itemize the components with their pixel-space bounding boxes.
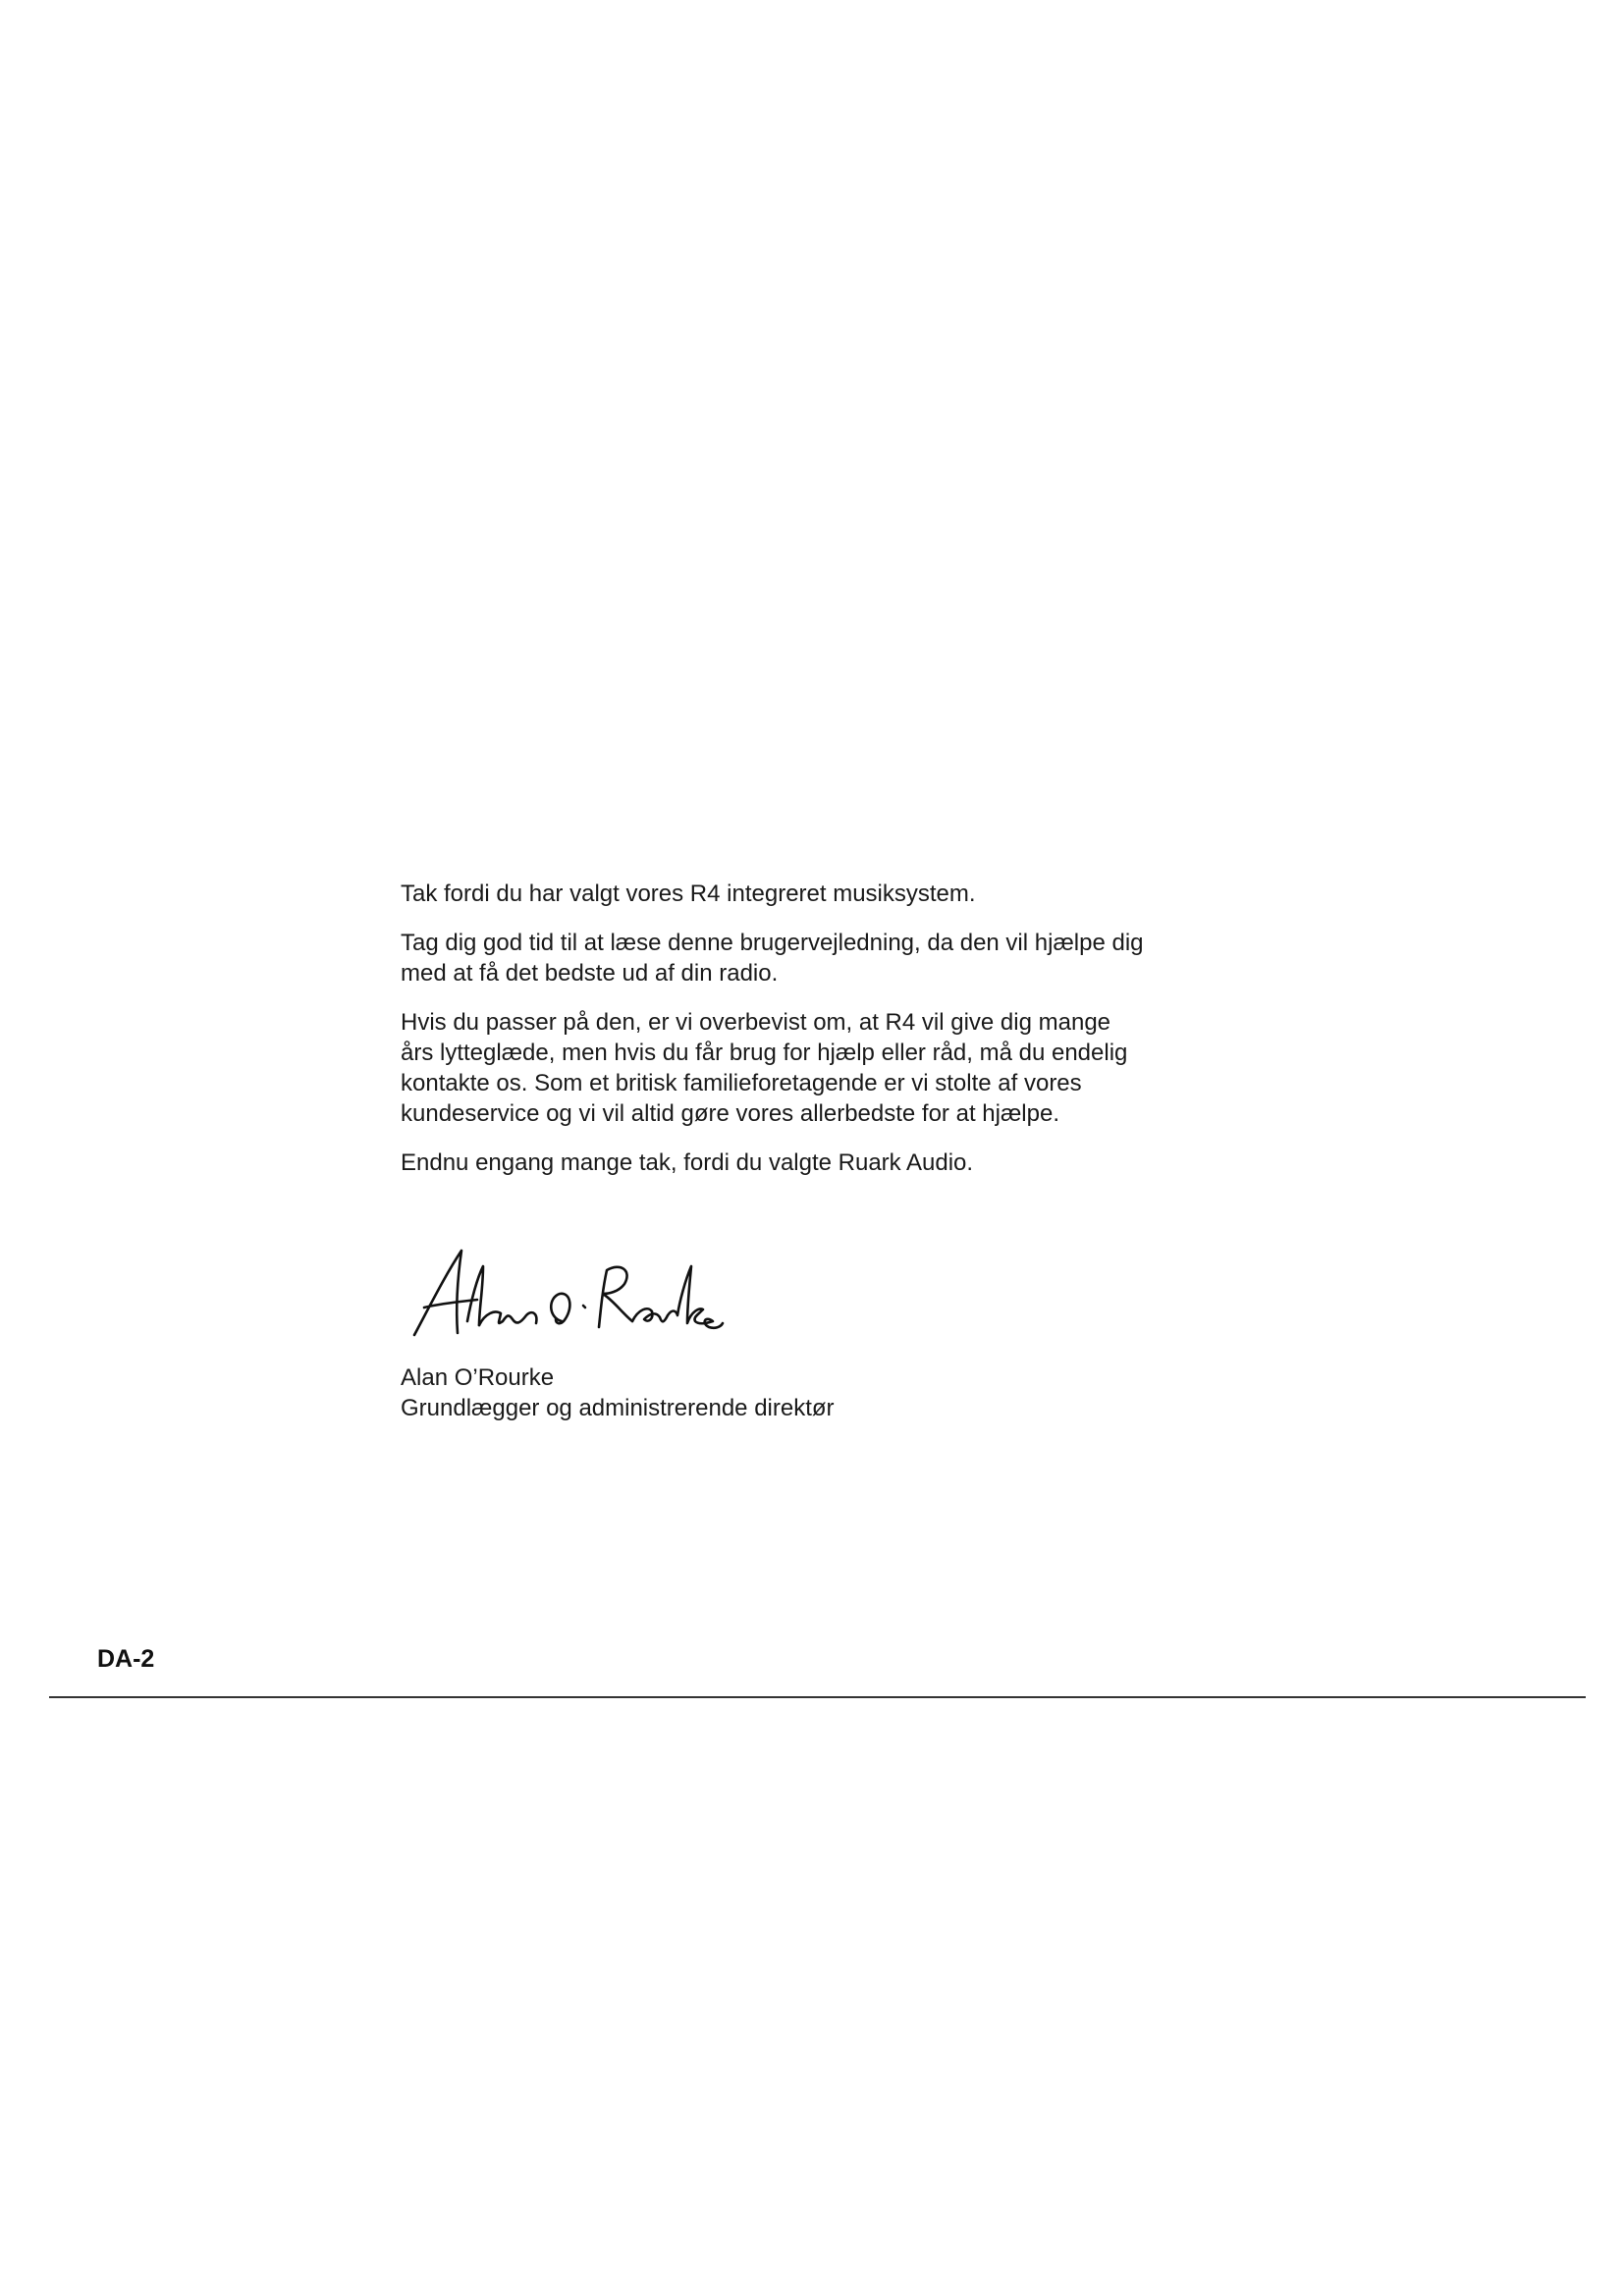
letter-body: [401, 879, 1147, 1178]
paragraph-closing: Endnu engang mange tak, fordi du valgte Ruark Audio.: [401, 1149, 974, 1176]
page-number: DA-2: [97, 1645, 155, 1673]
signer-name: Alan O’Rourke: [401, 1364, 555, 1391]
signer-title: Grundlægger og administrerende direktør: [401, 1395, 835, 1421]
paragraph-thanks: Tak fordi du har valgt vores R4 integreret musiksystem.: [401, 881, 976, 907]
signer-block: [401, 1362, 1147, 1423]
footer-divider: [49, 1696, 1586, 1698]
paragraph-read-manual: Tag dig god tid til at læse denne brugervejledning, da den vil hjælpe dig med at få det bedste ud af din radio.: [401, 930, 1144, 987]
handwritten-signature: [401, 1245, 725, 1353]
paragraph-customer-service: Hvis du passer på den, er vi overbevist om, at R4 vil give dig mange års lytteglæde, men hvis du får brug for hjælp eller råd, må du endelig kontakte os. Som et britisk familieforetagende er vi stolte af vores kundeservice og vi vil altid gøre vores allerbedste for at hjælpe.: [401, 1009, 1128, 1127]
